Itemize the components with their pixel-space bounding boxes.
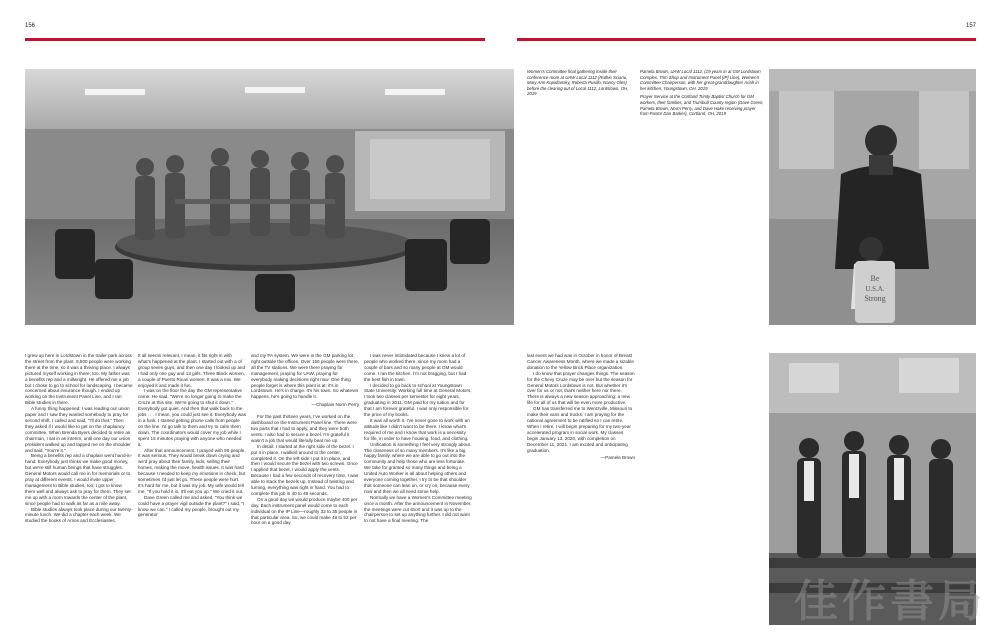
col4-paragraph: It was all worth it. I've never gone to work with an attitude like I didn't want to be there. I know what's required of me and I know that work is a necessity for life, in order to have housing, food, and clothing.	[364, 417, 470, 441]
kitchen-portrait-photo	[769, 69, 976, 325]
col1-paragraph: I grew up here in Lordstown in the trailer park across the street from the plant. 9,500 people were working there at the time, so it was a thriving place. I always pictured myself working in there, too. My father was a benefits rep and a millwright. He offered me a job but I chose to go to school for landscaping. I became concerned about insurance though. I ended up working on the Instrument Panel Line, and I ran Bible studies in there.	[25, 353, 133, 406]
col2-paragraph: I was on the floor the day the GM representative came. He said, "We're no longer going to make the Cruze at this site. We're going to shut it down." Everybody got quiet. And then that walk back to the jobs . . . I mean, you could just see it. Everybody was in a funk. I started getting phone calls from people on the line. I'd go talk to them and try to calm them down. The coordinators would cover my job while I spent 15 minutes praying with anyone who needed it.	[138, 388, 246, 447]
text-column-5	[527, 353, 635, 533]
text-column-3	[251, 353, 359, 613]
caption-block-2	[640, 69, 764, 199]
right-accent-rule	[517, 38, 976, 41]
col2-paragraph: After that announcement, I prayed with 90 people. It was serious. They would break down crying and we'd pray about their family, kids, selling their homes, making the move, health issues. It was hard because I needed to keep my emotions in check, but sometimes I'd just let go. These people were hurt. It's hard for me, but it was my job. My wife would tell me, "If you hold it in, it'll eat you up." We cried it out.	[138, 447, 246, 494]
col1-paragraph: A funny thing happened: I was reading our union paper and I saw they wanted somebody to pray for second shift. I called and said, "I'll do that." Then they asked if I would like to get on the chaplaincy committee. When Brenda Byers decided to retire as chairman, I sat in as interim, until one day our union president walked up and tapped me on the shoulder and said, "You're it."	[25, 406, 131, 453]
text-column-1	[25, 353, 133, 613]
col2-paragraph: Dave Green called me and asked, "You think we could have a prayer vigil outside the plant?" I said, "I know we can." I called my people, brought out my generator	[138, 494, 245, 518]
left-page-number: 156	[25, 23, 36, 29]
col3-paragraph: and my PA system. We were in the GM parking lot right outside the offices. Over 150 people were there, all the TV stations. We were there praying for management, praying for UAW, praying for everybody making decisions right now. One thing people forget is where this plant is at: it's in Lordstown. He's in charge. It's his town. So whatever happens, he's going to handle it.	[251, 353, 359, 400]
left-accent-rule	[25, 38, 485, 41]
col4-paragraph: Unification is something I feel very strongly about. The closeness of so many members. It's like a big happy family, where we are able to go out into the community and help those who are less fortunate. We take for granted so many things and being a United Auto Worker is all about helping others and everyone coming together. I try to be that shoulder that someone can lean on, or cry on, because every now and then we all need some help.	[364, 441, 472, 494]
kitchen-portrait-illustration	[769, 69, 976, 325]
bin-label-line-1: Be	[870, 274, 880, 283]
col4-paragraph: I decided to go back to school at Youngstown State University. Working full time at General Motors, I took two classes per semester for eight years, graduating in 2011. GM paid for my tuition and for that I am forever grateful. I was only responsible for the price of my books.	[364, 382, 472, 418]
conference-room-photo	[25, 69, 514, 325]
text-column-2	[138, 353, 246, 613]
caption-prayer-service: Prayer Service at the Cortland Trinity Baptist Church for GM workers, their families, and Trumbull County region (Dave Green, Pamela Brown, Norm Perry, and Dave Hake receiving prayer from Pastor Dan Barker), Cortland, OH, 2019	[640, 94, 764, 117]
col4-paragraph: Normally we have a Women's Committee meeting once a month. After the announcement in November, the meetings were cut short and it was up to the chairperson to set up anything further. I did not want to not have a final meeting. The	[364, 494, 472, 524]
caption-conference-room: Women's Committee final gathering inside their conference room at UAW Local 1112 (Ruthie Sciariu, Mary Ann Kopidlansky, Roberta Pusillo, Nancy Oles) before the clearing out of Local 1112, Lordstown, OH, 2019	[527, 69, 629, 97]
signature-pamela-brown: —Pamela Brown	[600, 455, 635, 461]
col4-paragraph: I was never intimidated because I knew a lot of people who worked there, since my mom had a couple of bars and so many people at GM would come. I ran the kitchen. I'm not bragging, but I had the best fish in town.	[364, 353, 467, 382]
text-column-4	[364, 353, 472, 613]
publisher-watermark: 佳作書局	[794, 576, 986, 627]
col3-paragraph: In detail: I started at the right side of the bezel. I put it in place. I walked around to the center, completed it. On the left side I put it in place, and then I would secure the bezel with two screws. Once I applied that bezel, I would apply the vents. Because I had a few seconds of recovery time, I was able to stack the bezels up. Instead of twisting and turning, everything was right in hand. You had to complete this job in 40 to 48 seconds.	[251, 443, 359, 496]
col2-paragraph: It all seems relevant, I mean, it fits right in with what's happened at the plant. I started out with a of group seven guys, and then one day I looked up and I had only one guy and 13 girls. Three Black women, a couple of Puerto Rican women. It was a mix. We enjoyed it and made it fun.	[138, 353, 246, 388]
caption-block-1	[527, 69, 633, 169]
bin-label-line-3: Strong	[864, 294, 886, 303]
col5-paragraph: GM has transferred me to Wentzville, Missouri to make their vans and trucks. I am praying for the national agreement to be ratified so I can retire. When I retire, I will begin preparing for my two-year accelerated program in social work. My classes begin January 13, 2020, with completion on December 11, 2021. I am excited and anticipating graduation.	[527, 406, 633, 453]
col5-paragraph: last event we had was in October in honor of Breast Cancer Awareness Month, where we made a sizable donation to the Yellow Brick Place organization.	[527, 353, 634, 370]
col3-paragraph: On a good day we would produce maybe 400 per day. Each instrument panel would come to each individual on the IP Line—roughly 32 to 35 people in that particular area. So, we could make 48 to 52 per hour on a good day.	[251, 496, 358, 526]
signature-norm-perry: —Chaplain Norm Perry	[311, 402, 359, 408]
bin-label-line-2: U.S.A.	[865, 285, 885, 293]
col5-paragraph: I do know that prayer changes things. The season for the Chevy Cruze may be over but the season for General Motors Lordstown is not. But whether it's over for us or not, that's neither here nor there. There is always a new season approaching: a new life for all of us that will be even more productive.	[527, 370, 635, 406]
col1-paragraph: Being a benefits rep and a chaplain went hand-in-hand. Everybody just thinks we make good money, but we're still human beings that have struggles. General Motors would call me in for memorials or to pray at different events. I would invite upper management to Bible studies, too; I got to know them well and always ask to pray for them. They set me up with a room towards the center of the plant, since people had to walk as far as a mile away.	[25, 453, 133, 506]
right-page-number: 157	[966, 23, 977, 29]
caption-kitchen-portrait: Pamela Brown, UAW Local 1112, (19 years in at GM Lordstown Complex, Trim Shop and Instrument Panel [IP] Line), Women's Committee Chairperson, with her great-granddaughter Ariah in her kitchen, Youngstown, OH, 2019	[640, 69, 761, 91]
col1-paragraph: Bible studies always took place during our twenty-minute lunch. We did a chapter each week. We studied the books of Amos and Ecclesiastes.	[25, 506, 133, 524]
col3-paragraph: For the past thirteen years, I've worked on the dashboard on the Instrument Panel line. There were two parts that I had to apply, and they were both vents. I also had to secure a bezel. I'm grateful it wasn't a job that would literally beat me up.	[251, 414, 357, 443]
conference-room-illustration	[25, 69, 514, 325]
